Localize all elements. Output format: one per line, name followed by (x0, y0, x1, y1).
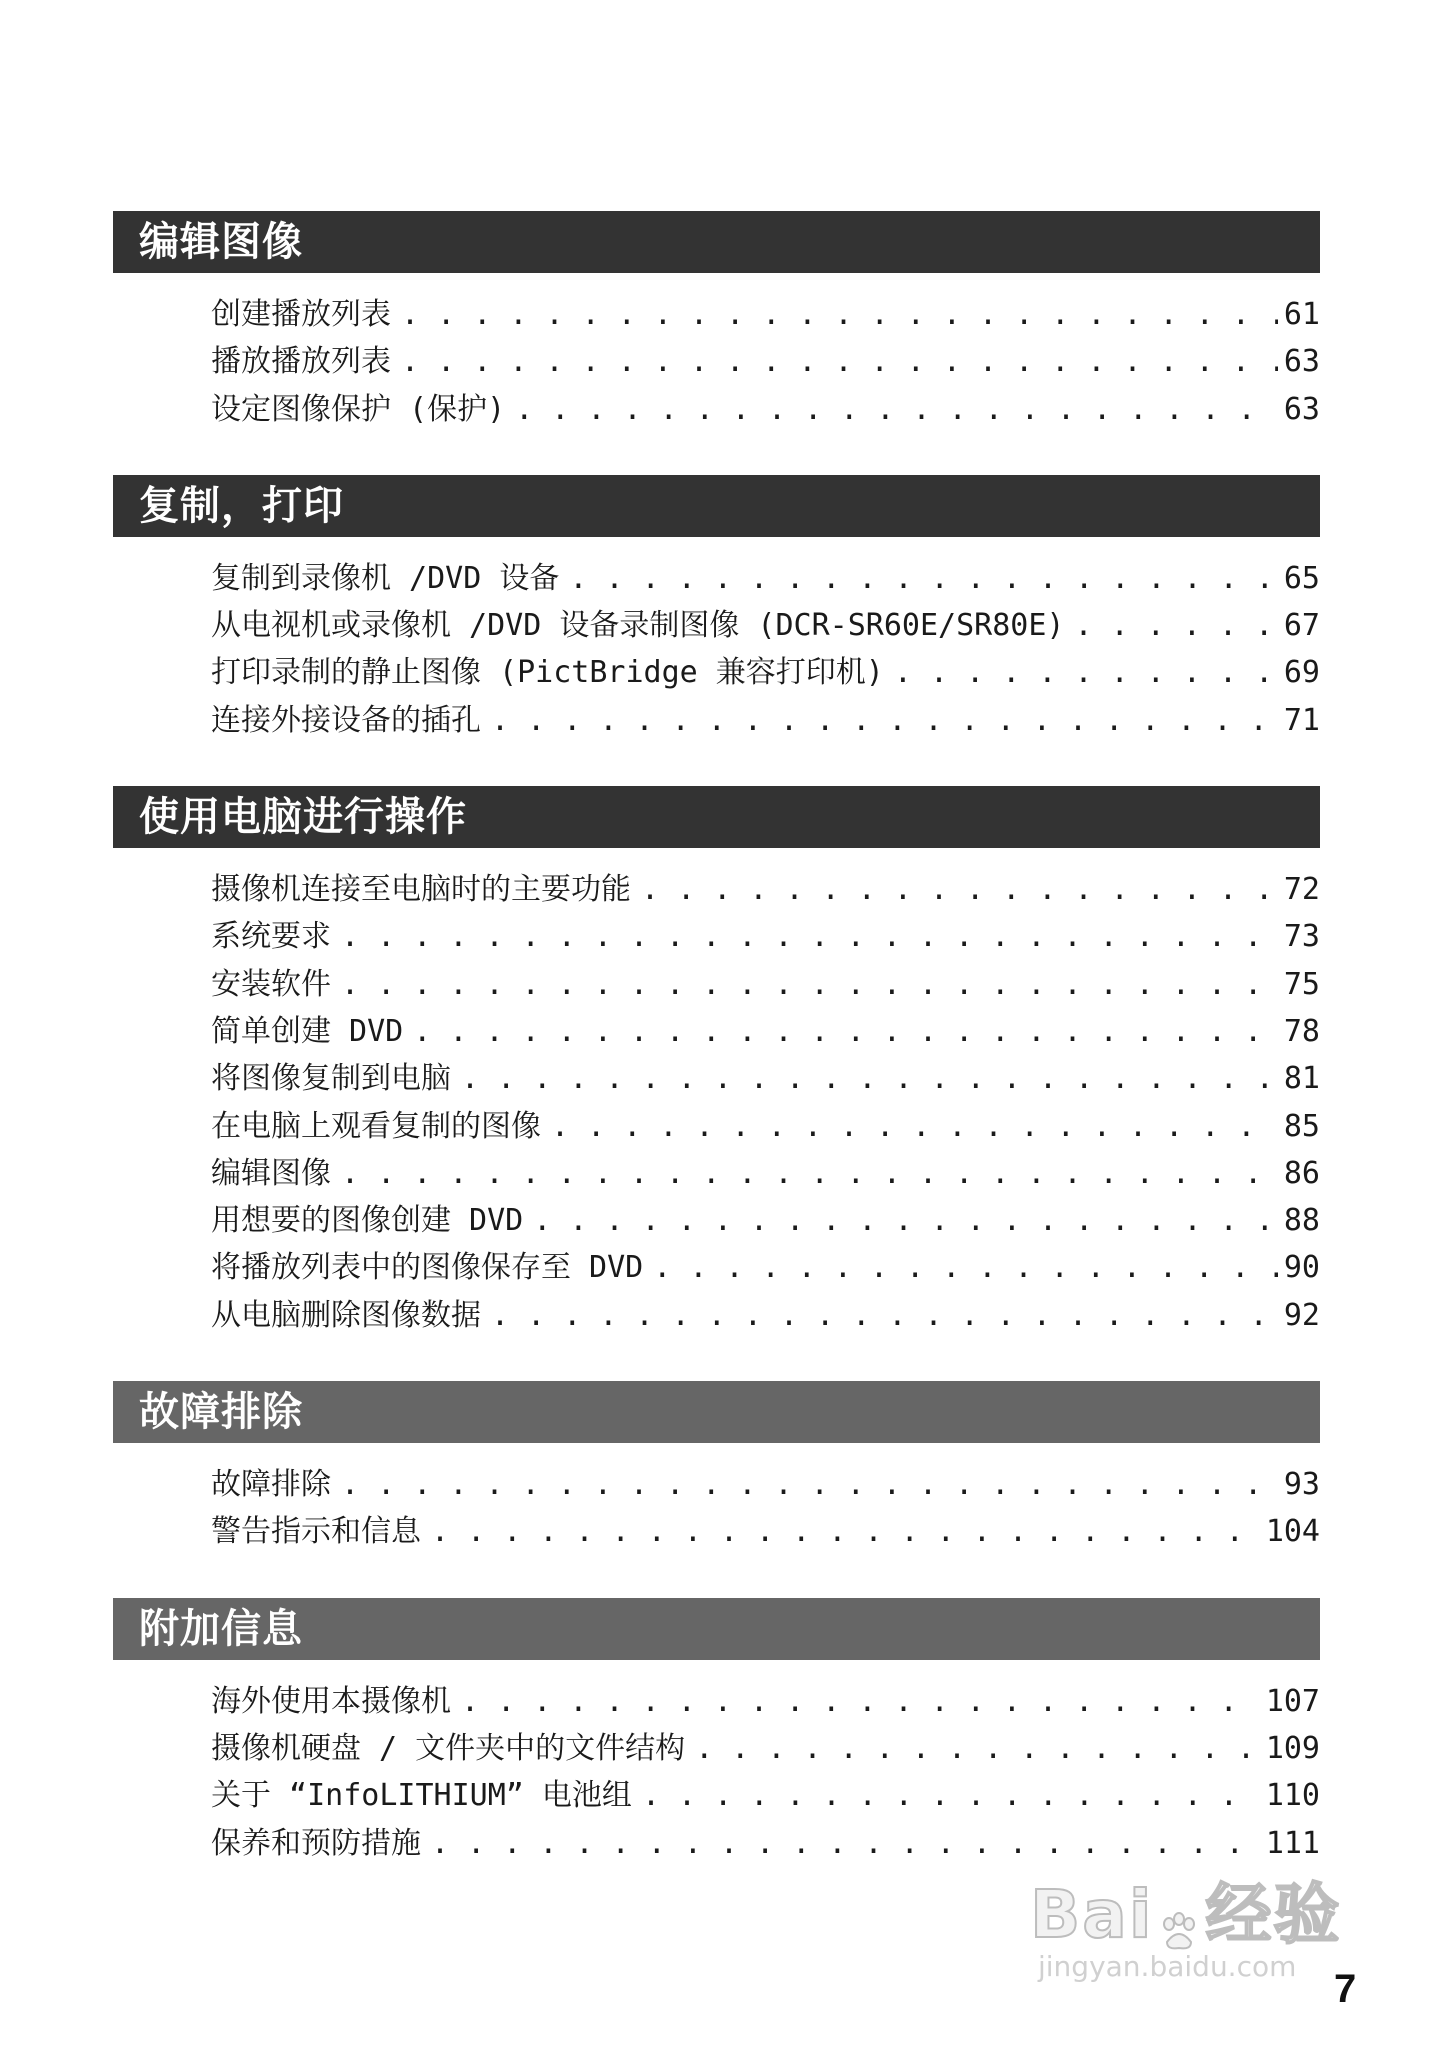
entry-title: 打印录制的静止图像 (PictBridge 兼容打印机) (211, 655, 884, 691)
toc-entry[interactable] (211, 1770, 1320, 1817)
entry-title: 摄像机连接至电脑时的主要功能 (211, 872, 631, 908)
dot-leader (569, 561, 1278, 596)
table-of-contents (113, 211, 1320, 1909)
toc-entry[interactable] (211, 600, 1320, 647)
dot-leader (431, 1514, 1260, 1549)
entry-page: 111 (1265, 1825, 1320, 1861)
entry-title: 安装软件 (211, 966, 331, 1002)
entry-page: 75 (1283, 966, 1320, 1002)
dot-leader (431, 1826, 1260, 1861)
entry-title: 设定图像保护 (保护) (211, 391, 506, 427)
dot-leader (341, 967, 1278, 1002)
entry-page: 93 (1283, 1467, 1320, 1503)
entry-page: 69 (1283, 655, 1320, 691)
entry-title: 系统要求 (211, 919, 331, 955)
section-header: 编辑图像 (113, 211, 1320, 273)
dot-leader (653, 1250, 1278, 1285)
toc-entry[interactable] (211, 647, 1320, 694)
section-header: 附加信息 (113, 1598, 1320, 1660)
watermark-logo-right: 经验 (1205, 1876, 1342, 1953)
entry-page: 63 (1283, 344, 1320, 380)
entry-page: 61 (1283, 297, 1320, 332)
toc-entry[interactable] (211, 384, 1320, 431)
watermark-logo (1030, 1876, 1360, 1953)
section-entries (113, 1443, 1320, 1554)
toc-entry[interactable] (211, 1818, 1320, 1865)
dot-leader (341, 1156, 1278, 1191)
dot-leader (695, 1731, 1260, 1766)
entry-title: 编辑图像 (211, 1155, 331, 1191)
entry-title: 警告指示和信息 (211, 1514, 421, 1550)
entry-page: 81 (1283, 1061, 1320, 1097)
toc-entry[interactable] (211, 695, 1320, 742)
dot-leader (1074, 608, 1277, 643)
dot-leader (341, 919, 1278, 954)
dot-leader (461, 1684, 1260, 1719)
toc-entry[interactable] (211, 1676, 1320, 1723)
entry-page: 104 (1265, 1514, 1320, 1550)
dot-leader (641, 872, 1278, 907)
entry-page: 107 (1265, 1683, 1320, 1719)
entry-page: 71 (1283, 702, 1320, 738)
entry-title: 海外使用本摄像机 (211, 1683, 451, 1719)
paw-icon (1157, 1897, 1201, 1941)
toc-section (113, 475, 1320, 742)
dot-leader (413, 1014, 1278, 1049)
dot-leader (894, 655, 1278, 690)
entry-title: 将图像复制到电脑 (211, 1061, 451, 1097)
entry-title: 从电脑删除图像数据 (211, 1297, 481, 1333)
entry-page: 90 (1283, 1250, 1320, 1286)
section-entries (113, 848, 1320, 1337)
toc-entry[interactable] (211, 553, 1320, 600)
dot-leader (551, 1109, 1278, 1144)
toc-entry[interactable] (211, 289, 1320, 336)
toc-entry[interactable] (211, 1459, 1320, 1506)
section-header: 复制，打印 (113, 475, 1320, 537)
toc-entry[interactable] (211, 1195, 1320, 1242)
dot-leader (533, 1203, 1278, 1238)
entry-title: 将播放列表中的图像保存至 DVD (211, 1250, 644, 1286)
entry-page: 110 (1265, 1778, 1320, 1814)
section-header: 使用电脑进行操作 (113, 786, 1320, 848)
entry-title: 创建播放列表 (211, 297, 391, 332)
entry-title: 故障排除 (211, 1467, 331, 1503)
entry-title: 用想要的图像创建 DVD (211, 1203, 524, 1239)
section-entries (113, 1660, 1320, 1865)
toc-section (113, 211, 1320, 431)
entry-title: 连接外接设备的插孔 (211, 702, 481, 738)
toc-section (113, 1381, 1320, 1554)
entry-page: 65 (1283, 560, 1320, 596)
entry-title: 关于 “InfoLITHIUM” 电池组 (211, 1778, 632, 1814)
toc-section (113, 786, 1320, 1337)
dot-leader (401, 344, 1278, 379)
entry-page: 86 (1283, 1155, 1320, 1191)
entry-page: 92 (1283, 1297, 1320, 1333)
baidu-jingyan-watermark (1030, 1876, 1360, 1990)
toc-entry[interactable] (211, 1101, 1320, 1148)
entry-page: 67 (1283, 608, 1320, 644)
toc-entry[interactable] (211, 1053, 1320, 1100)
dot-leader (461, 1061, 1278, 1096)
entry-page: 78 (1283, 1013, 1320, 1049)
toc-entry[interactable] (211, 959, 1320, 1006)
toc-entry[interactable] (211, 1148, 1320, 1195)
entry-title: 从电视机或录像机 /DVD 设备录制图像 (DCR-SR60E/SR80E) (211, 608, 1065, 644)
entry-page: 85 (1283, 1108, 1320, 1144)
toc-entry[interactable] (211, 864, 1320, 911)
entry-page: 63 (1283, 391, 1320, 427)
entry-page: 109 (1265, 1730, 1320, 1766)
entry-title: 在电脑上观看复制的图像 (211, 1108, 541, 1144)
watermark-logo-left: Bai (1030, 1876, 1154, 1953)
entry-title: 播放播放列表 (211, 344, 391, 380)
entry-title: 简单创建 DVD (211, 1013, 404, 1049)
dot-leader (401, 297, 1278, 332)
entry-page: 72 (1283, 872, 1320, 908)
toc-entry[interactable] (211, 1723, 1320, 1770)
dot-leader (341, 1467, 1278, 1502)
toc-entry[interactable] (211, 1242, 1320, 1289)
dot-leader (642, 1778, 1260, 1813)
dot-leader (491, 703, 1278, 738)
toc-entry[interactable] (211, 1506, 1320, 1553)
page-number: 7 (1334, 1967, 1357, 2011)
entry-page: 73 (1283, 919, 1320, 955)
entry-title: 保养和预防措施 (211, 1825, 421, 1861)
entry-title: 复制到录像机 /DVD 设备 (211, 560, 560, 596)
section-header: 故障排除 (113, 1381, 1320, 1443)
toc-entry[interactable] (211, 1290, 1320, 1337)
toc-section (113, 1598, 1320, 1865)
toc-entry[interactable] (211, 336, 1320, 383)
watermark-url: jingyan.baidu.com (1038, 1950, 1297, 1983)
section-entries (113, 537, 1320, 742)
dot-leader (515, 392, 1278, 427)
dot-leader (491, 1298, 1278, 1333)
entry-title: 摄像机硬盘 / 文件夹中的文件结构 (211, 1730, 686, 1766)
entry-page: 88 (1283, 1203, 1320, 1239)
toc-entry[interactable] (211, 1006, 1320, 1053)
toc-entry[interactable] (211, 911, 1320, 958)
section-entries (113, 273, 1320, 431)
